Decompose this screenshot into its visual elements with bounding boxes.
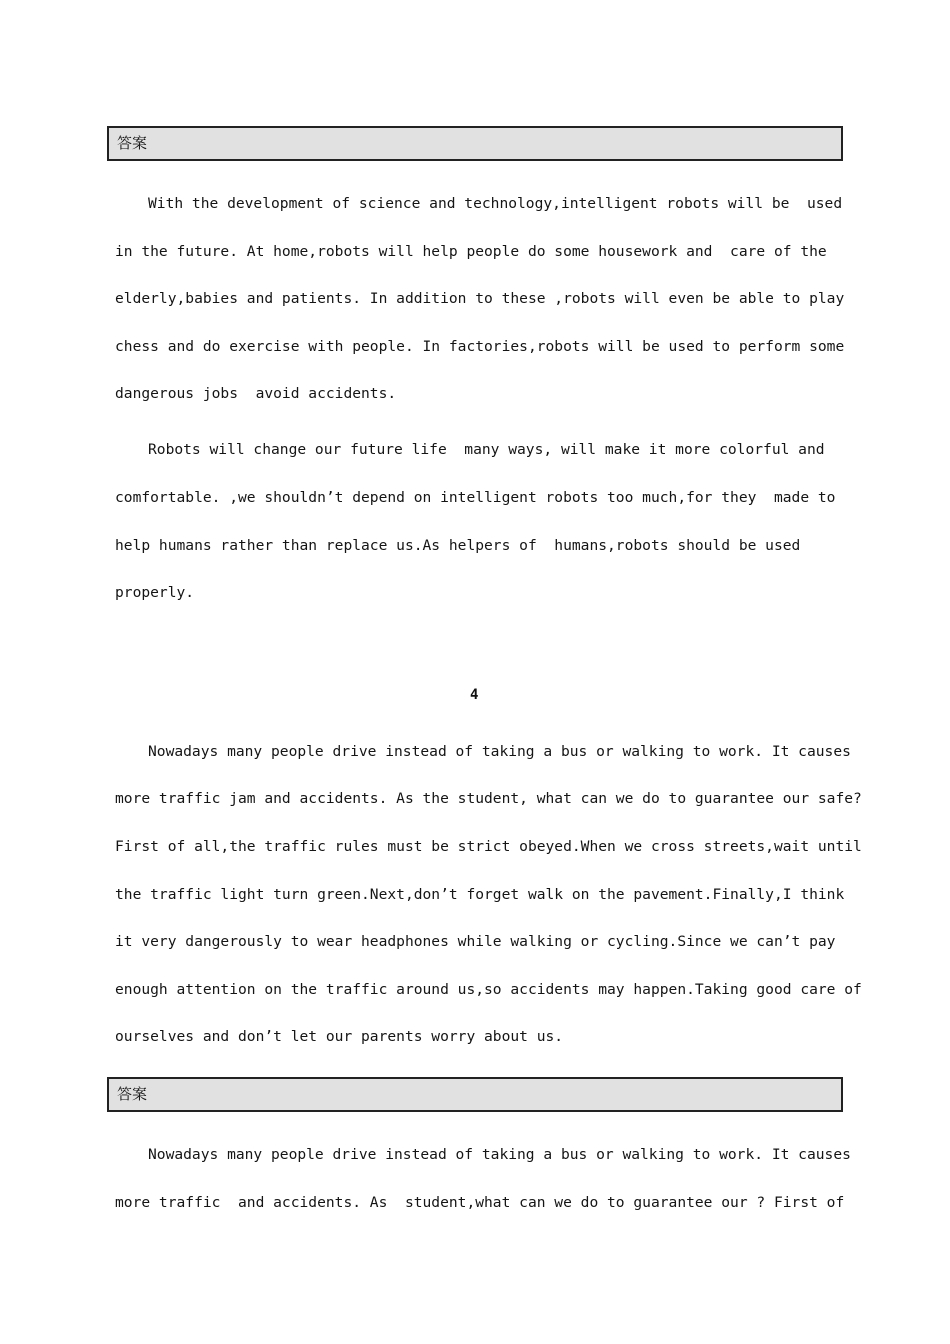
question-number: 4 (470, 687, 479, 703)
text-line: ourselves and don’t let our parents worry about us. (115, 1028, 564, 1045)
text-line: elderly,babies and patients. In addition to these ,robots will even be able to play (115, 290, 845, 307)
text-line: With the development of science and technology,intelligent robots will be used (148, 195, 843, 212)
text-line: comfortable. ,we shouldn’t depend on intelligent robots too much,for they made to (115, 489, 836, 506)
answer-label: 答案 (117, 1085, 148, 1103)
text-line: Robots will change our future life many ways, will make it more colorful and (148, 441, 825, 458)
text-line: Nowadays many people drive instead of taking a bus or walking to work. It causes (148, 1146, 851, 1163)
text-line: Nowadays many people drive instead of taking a bus or walking to work. It causes (148, 743, 851, 760)
text-line: chess and do exercise with people. In factories,robots will be used to perform some (115, 338, 845, 355)
text-line: it very dangerously to wear headphones while walking or cycling.Since we can’t pay (115, 933, 836, 950)
text-line: in the future. At home,robots will help people do some housework and care of the (115, 243, 827, 260)
text-line: properly. (115, 584, 195, 601)
text-line: more traffic jam and accidents. As the student, what can we do to guarantee our safe? (115, 790, 862, 807)
answer-box (107, 126, 843, 161)
text-line: help humans rather than replace us.As helpers of humans,robots should be used (115, 537, 801, 554)
text-line: dangerous jobs avoid accidents. (115, 385, 397, 402)
text-line: First of all,the traffic rules must be strict obeyed.When we cross streets,wait until (115, 838, 862, 855)
text-line: more traffic and accidents. As student,what can we do to guarantee our ? First of (115, 1194, 845, 1211)
answer-label: 答案 (117, 134, 148, 152)
text-line: the traffic light turn green.Next,don’t forget walk on the pavement.Finally,I think (115, 886, 845, 903)
text-line: enough attention on the traffic around us,so accidents may happen.Taking good care of (115, 981, 862, 998)
answer-box (107, 1077, 843, 1112)
